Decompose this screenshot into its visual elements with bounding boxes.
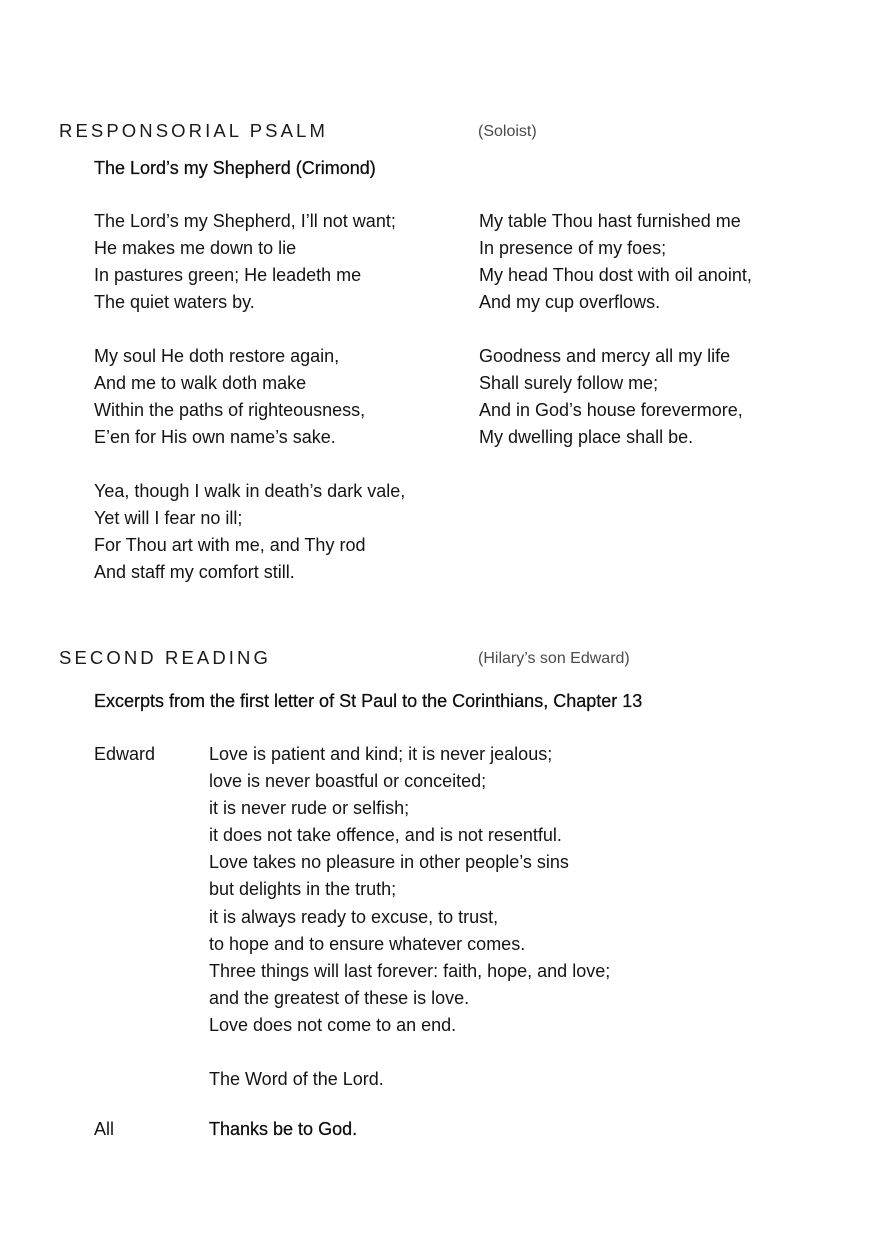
verse-line: In presence of my foes; — [479, 238, 667, 259]
verse-line: For Thou art with me, and Thy rod — [94, 535, 366, 556]
reading-performer: (Hilary’s son Edward) — [478, 650, 630, 667]
psalm-verse-1 — [94, 208, 396, 316]
psalm-verse-2 — [94, 343, 365, 451]
verse-line: Within the paths of righteousness, — [94, 400, 366, 421]
psalm-heading: RESPONSORIAL PSALM — [59, 120, 328, 141]
reading-line: Love takes no pleasure in other people’s sins — [209, 852, 569, 873]
reading-line: love is never boastful or conceited; — [209, 771, 487, 792]
reading-line: and the greatest of these is love. — [209, 987, 470, 1008]
verse-line: My table Thou hast furnished me — [479, 211, 741, 231]
reading-title: Excerpts from the first letter of St Paul to the Corinthians, Chapter 13 — [94, 691, 643, 711]
verse-line: And my cup overflows. — [479, 292, 661, 313]
verse-line: The Lord’s my Shepherd, I’ll not want; — [94, 211, 396, 231]
reading-line: Love is patient and kind; it is never jealous; — [209, 744, 553, 764]
reading-line: it is never rude or selfish; — [209, 798, 410, 819]
reading-line: it does not take offence, and is not resentful. — [209, 825, 562, 846]
verse-line: And me to walk doth make — [94, 373, 307, 394]
reading-line: Three things will last forever: faith, hope, and love; — [209, 960, 611, 981]
verse-line: My soul He doth restore again, — [94, 346, 340, 366]
psalm-verse-5 — [479, 343, 743, 451]
reading-line: it is always ready to excuse, to trust, — [209, 906, 499, 927]
verse-line: Goodness and mercy all my life — [479, 346, 731, 366]
response-text: Thanks be to God. — [209, 1119, 358, 1139]
reading-line: to hope and to ensure whatever comes. — [209, 933, 526, 954]
reading-speaker: Edward — [94, 744, 156, 764]
verse-line: Yea, though I walk in death’s dark vale, — [94, 481, 406, 501]
verse-line: E’en for His own name’s sake. — [94, 427, 336, 448]
psalm-verse-4 — [479, 208, 752, 316]
reading-text — [209, 741, 610, 1039]
verse-line: Shall surely follow me; — [479, 373, 659, 394]
reading-line: but delights in the truth; — [209, 879, 397, 900]
verse-line: And in God’s house forevermore, — [479, 400, 743, 421]
verse-line: He makes me down to lie — [94, 238, 297, 259]
verse-line: And staff my comfort still. — [94, 562, 295, 583]
response-speaker: All — [94, 1119, 115, 1139]
verse-line: In pastures green; He leadeth me — [94, 265, 362, 286]
reading-heading: SECOND READING — [59, 647, 271, 668]
psalm-performer: (Soloist) — [478, 123, 537, 140]
reading-line: Love does not come to an end. — [209, 1014, 457, 1035]
psalm-verse-3 — [94, 478, 405, 586]
verse-line: Yet will I fear no ill; — [94, 508, 243, 529]
reading-closing: The Word of the Lord. — [209, 1069, 384, 1089]
verse-line: My head Thou dost with oil anoint, — [479, 265, 752, 286]
verse-line: The quiet waters by. — [94, 292, 255, 313]
verse-line: My dwelling place shall be. — [479, 427, 694, 448]
psalm-title: The Lord’s my Shepherd (Crimond) — [94, 158, 376, 178]
